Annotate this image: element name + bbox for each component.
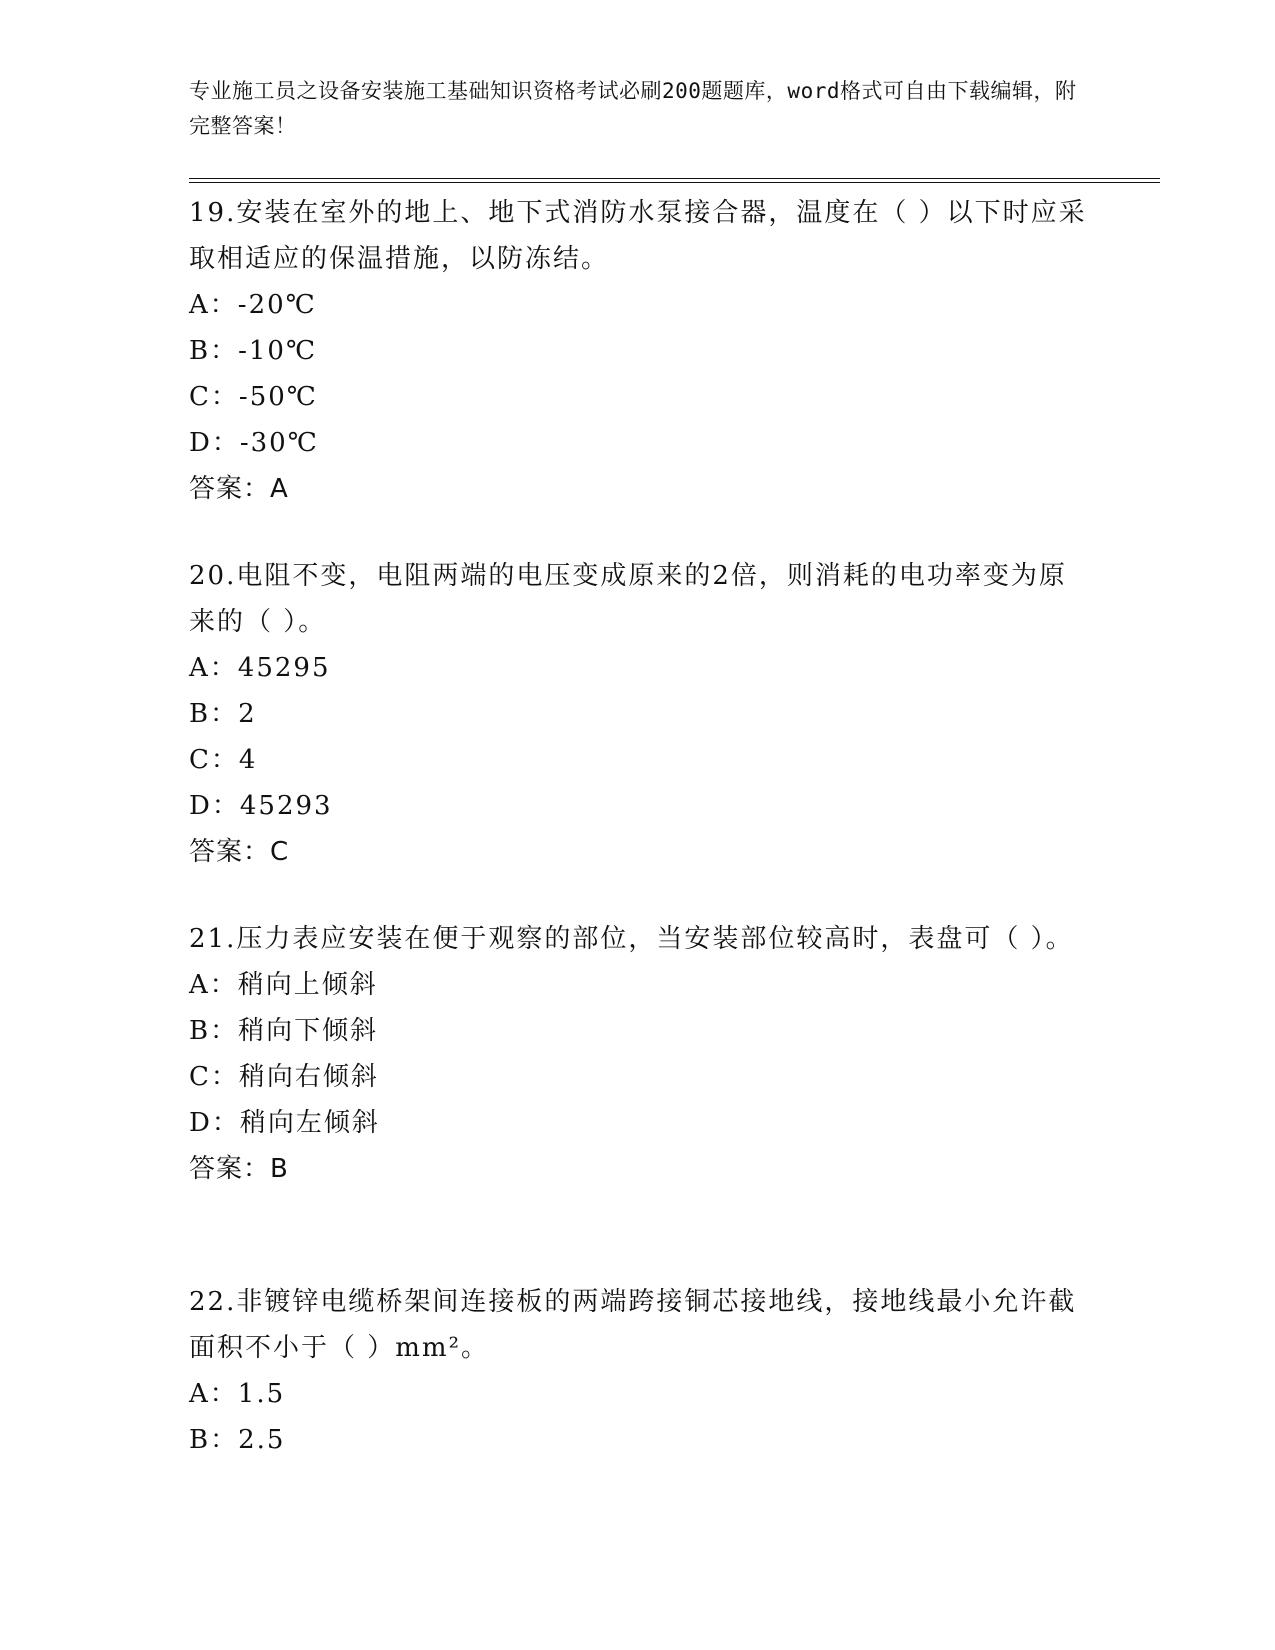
option-text: -10℃ <box>238 336 318 366</box>
question-22 <box>189 1279 1089 1463</box>
option-text: -20℃ <box>237 290 317 320</box>
option-text: 稍向上倾斜 <box>237 970 378 1000</box>
option-text: 45293 <box>239 791 333 821</box>
option-letter: A： <box>189 970 238 1000</box>
option-c <box>189 1054 1089 1100</box>
question-text <box>189 1279 1089 1371</box>
option-b <box>189 1008 1089 1054</box>
question-body: 电阻不变，电阻两端的电压变成原来的2倍，则消耗的电功率变为原来的（ ）。 <box>189 561 1067 637</box>
option-b <box>189 1417 1089 1463</box>
option-b <box>189 691 1089 737</box>
answer-value: A <box>270 474 289 504</box>
option-letter: B： <box>189 699 239 729</box>
option-text: 稍向左倾斜 <box>239 1108 380 1138</box>
question-21 <box>189 916 1089 1192</box>
option-letter: C： <box>189 745 239 775</box>
question-number: 19. <box>189 198 237 228</box>
header-text: 专业施工员之设备安装施工基础知识资格考试必刷200题题库，word格式可自由下载编辑，附完整答案！ <box>189 79 1077 138</box>
option-letter: D： <box>189 791 240 821</box>
answer-value: B <box>270 1154 289 1184</box>
question-text <box>189 916 1089 962</box>
question-number: 21. <box>189 924 237 954</box>
option-letter: D： <box>189 428 240 458</box>
answer <box>189 466 1089 512</box>
answer-label: 答案： <box>189 1154 271 1184</box>
header-divider-top <box>189 178 1160 179</box>
answer <box>189 1146 1089 1192</box>
option-text: 4 <box>238 745 258 775</box>
option-b <box>189 328 1089 374</box>
option-letter: C： <box>189 1062 239 1092</box>
question-20 <box>189 553 1089 875</box>
question-number: 22. <box>189 1287 237 1317</box>
option-text: -30℃ <box>239 428 319 458</box>
option-a <box>189 645 1089 691</box>
option-text: 2 <box>238 699 257 729</box>
option-a <box>189 282 1089 328</box>
option-d <box>189 1100 1089 1146</box>
question-body: 非镀锌电缆桥架间连接板的两端跨接铜芯接地线，接地线最小允许截面积不小于（ ）mm²。 <box>189 1287 1077 1363</box>
option-c <box>189 374 1089 420</box>
option-d <box>189 420 1089 466</box>
document-header <box>189 74 1089 144</box>
option-a <box>189 1371 1089 1417</box>
option-letter: C： <box>189 382 239 412</box>
answer-value: C <box>270 837 290 867</box>
option-letter: B： <box>189 1016 239 1046</box>
option-c <box>189 737 1089 783</box>
question-number: 20. <box>189 561 237 591</box>
option-text: 稍向右倾斜 <box>238 1062 379 1092</box>
option-text: 稍向下倾斜 <box>238 1016 379 1046</box>
answer <box>189 829 1089 875</box>
option-text: -50℃ <box>238 382 318 412</box>
answer-label: 答案： <box>189 837 271 867</box>
question-body: 安装在室外的地上、地下式消防水泵接合器，温度在（ ）以下时应采取相适应的保温措施，以防冻结。 <box>189 198 1087 274</box>
option-letter: D： <box>189 1108 240 1138</box>
question-text <box>189 553 1089 645</box>
option-letter: A： <box>189 290 238 320</box>
question-19 <box>189 190 1089 512</box>
question-body: 压力表应安装在便于观察的部位，当安装部位较高时，表盘可（ ）。 <box>236 924 1074 954</box>
question-text <box>189 190 1089 282</box>
header-divider-bottom <box>189 182 1160 183</box>
option-letter: B： <box>189 336 239 366</box>
option-letter: B： <box>189 1425 239 1455</box>
option-letter: A： <box>189 653 238 683</box>
option-a <box>189 962 1089 1008</box>
option-text: 45295 <box>237 653 331 683</box>
option-text: 1.5 <box>237 1379 286 1409</box>
answer-label: 答案： <box>189 474 271 504</box>
option-letter: A： <box>189 1379 238 1409</box>
option-text: 2.5 <box>238 1425 286 1455</box>
option-d <box>189 783 1089 829</box>
